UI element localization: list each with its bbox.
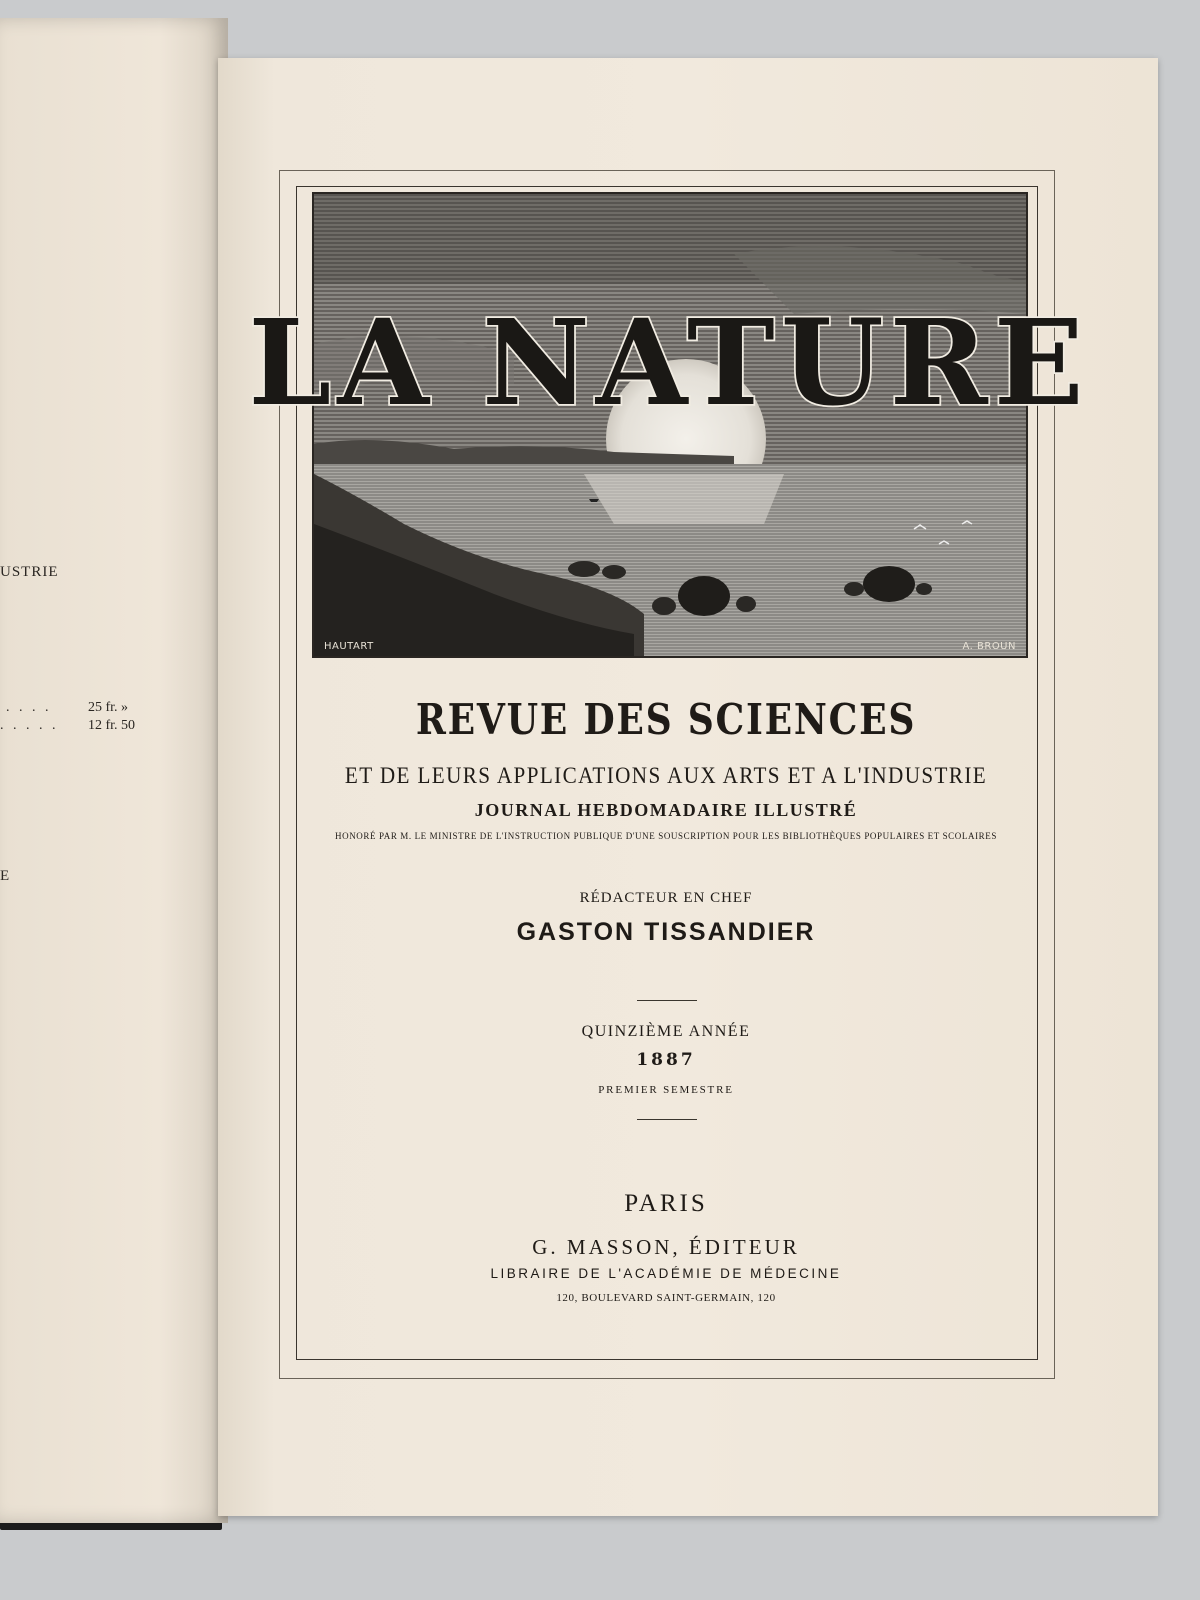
engraver-signature-left: HAUTART <box>324 641 374 652</box>
year-text: 1887 <box>636 1050 696 1070</box>
left-page-fragment-industrie: USTRIE <box>0 564 59 580</box>
divider-rule-top <box>637 1000 697 1001</box>
tagline-text: ET DE LEURS APPLICATIONS AUX ARTS ET A L'INDUSTRIE <box>344 763 988 788</box>
revue-des-sciences-heading: REVUE DES SCIENCES <box>415 695 917 744</box>
left-page <box>0 18 228 1523</box>
masthead-engraving <box>248 192 1090 658</box>
honore-text: HONORÉ PAR M. LE MINISTRE DE L'INSTRUCTION PUBLIQUE D'UNE SOUSCRIPTION POUR LES BIBLIOTHÈQUES POPULAIRES ET SCOLAIRES <box>335 831 997 841</box>
engraver-signature-right: A. BROUN <box>962 641 1016 652</box>
editor-name-text: GASTON TISSANDIER <box>516 918 816 946</box>
svg-text:LA NATURE: LA NATURE <box>248 293 1090 432</box>
journal-type-text: JOURNAL HEBDOMADAIRE ILLUSTRÉ <box>474 800 858 820</box>
left-page-dots-1: . . . . <box>6 700 52 715</box>
left-page-price-2: 12 fr. 50 <box>88 718 136 733</box>
city-text: PARIS <box>624 1190 708 1217</box>
publisher-role-text: LIBRAIRE DE L'ACADÉMIE DE MÉDECINE <box>490 1266 842 1281</box>
semester-text: PREMIER SEMESTRE <box>598 1084 734 1096</box>
editor-role-text: RÉDACTEUR EN CHEF <box>579 890 753 906</box>
la-nature-title-lettering <box>248 194 1090 656</box>
left-page-dots-2: . . . . . <box>0 718 59 733</box>
left-page-fragment-e: E <box>0 868 10 884</box>
publisher-text: G. MASSON, ÉDITEUR <box>532 1235 800 1259</box>
edition-text: QUINZIÈME ANNÉE <box>581 1023 751 1040</box>
address-text: 120, BOULEVARD SAINT-GERMAIN, 120 <box>556 1292 776 1304</box>
divider-rule-bottom <box>637 1119 697 1120</box>
left-page-price-1: 25 fr. » <box>88 700 129 715</box>
